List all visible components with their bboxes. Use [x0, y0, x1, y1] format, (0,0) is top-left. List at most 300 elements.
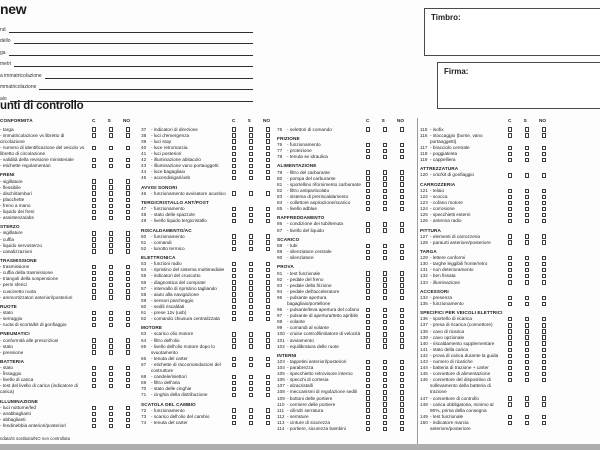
checkbox[interactable] — [400, 289, 404, 293]
checkbox[interactable] — [249, 298, 253, 302]
checkbox[interactable] — [249, 191, 253, 195]
checkbox[interactable] — [508, 262, 512, 266]
checkbox[interactable] — [126, 265, 130, 269]
checkbox[interactable] — [525, 234, 529, 238]
checkbox[interactable] — [92, 311, 96, 315]
checkbox[interactable] — [508, 296, 512, 300]
checkbox[interactable] — [383, 366, 387, 370]
checkbox[interactable] — [249, 262, 253, 266]
checkbox[interactable] — [508, 146, 512, 150]
checkbox[interactable] — [126, 338, 130, 342]
checkbox[interactable] — [126, 289, 130, 293]
checkbox[interactable] — [400, 344, 404, 348]
checkbox[interactable] — [542, 133, 546, 137]
checkbox[interactable] — [92, 249, 96, 253]
checkbox[interactable] — [92, 366, 96, 370]
checkbox[interactable] — [542, 201, 546, 205]
checkbox[interactable] — [109, 198, 113, 202]
checkbox[interactable] — [126, 424, 130, 428]
checkbox[interactable] — [126, 216, 130, 220]
checkbox[interactable] — [400, 244, 404, 248]
checkbox[interactable] — [266, 274, 270, 278]
checkbox[interactable] — [109, 366, 113, 370]
checkbox[interactable] — [383, 201, 387, 205]
checkbox[interactable] — [92, 372, 96, 376]
checkbox[interactable] — [400, 256, 404, 260]
checkbox[interactable] — [232, 191, 236, 195]
checkbox[interactable] — [232, 357, 236, 361]
checkbox[interactable] — [266, 268, 270, 272]
checkbox[interactable] — [383, 143, 387, 147]
checkbox[interactable] — [232, 127, 236, 131]
checkbox[interactable] — [400, 402, 404, 406]
checkbox[interactable] — [92, 185, 96, 189]
checkbox[interactable] — [400, 207, 404, 211]
checkbox[interactable] — [525, 296, 529, 300]
checkbox[interactable] — [92, 424, 96, 428]
checkbox[interactable] — [383, 283, 387, 287]
checkbox[interactable] — [383, 182, 387, 186]
checkbox[interactable] — [126, 198, 130, 202]
checkbox[interactable] — [366, 228, 370, 232]
checkbox[interactable] — [266, 146, 270, 150]
checkbox[interactable] — [525, 240, 529, 244]
checkbox[interactable] — [92, 418, 96, 422]
checkbox[interactable] — [366, 170, 370, 174]
checkbox[interactable] — [383, 427, 387, 431]
checkbox[interactable] — [525, 133, 529, 137]
checkbox[interactable] — [92, 271, 96, 275]
checkbox[interactable] — [92, 133, 96, 137]
checkbox[interactable] — [126, 249, 130, 253]
checkbox[interactable] — [400, 326, 404, 330]
checkbox[interactable] — [383, 289, 387, 293]
checkbox[interactable] — [400, 228, 404, 232]
checkbox[interactable] — [542, 268, 546, 272]
checkbox[interactable] — [366, 408, 370, 412]
checkbox[interactable] — [126, 317, 130, 321]
checkbox[interactable] — [525, 402, 529, 406]
checkbox[interactable] — [232, 381, 236, 385]
checkbox[interactable] — [525, 195, 529, 199]
checkbox[interactable] — [525, 421, 529, 425]
checkbox[interactable] — [383, 189, 387, 193]
checkbox[interactable] — [266, 234, 270, 238]
checkbox[interactable] — [266, 158, 270, 162]
checkbox[interactable] — [249, 286, 253, 290]
checkbox[interactable] — [542, 341, 546, 345]
checkbox[interactable] — [525, 372, 529, 376]
checkbox[interactable] — [109, 295, 113, 299]
checkbox[interactable] — [126, 384, 130, 388]
checkbox[interactable] — [266, 317, 270, 321]
checkbox[interactable] — [366, 250, 370, 254]
checkbox[interactable] — [525, 189, 529, 193]
checkbox[interactable] — [542, 158, 546, 162]
checkbox[interactable] — [366, 222, 370, 226]
checkbox[interactable] — [232, 415, 236, 419]
checkbox[interactable] — [109, 311, 113, 315]
checkbox[interactable] — [525, 396, 529, 400]
checkbox[interactable] — [109, 317, 113, 321]
checkbox[interactable] — [109, 418, 113, 422]
checkbox[interactable] — [400, 415, 404, 419]
checkbox[interactable] — [126, 210, 130, 214]
checkbox[interactable] — [508, 274, 512, 278]
checkbox[interactable] — [525, 341, 529, 345]
checkbox[interactable] — [508, 329, 512, 333]
checkbox[interactable] — [366, 320, 370, 324]
checkbox[interactable] — [525, 317, 529, 321]
checkbox[interactable] — [542, 219, 546, 223]
checkbox[interactable] — [383, 384, 387, 388]
checkbox[interactable] — [400, 195, 404, 199]
checkbox[interactable] — [366, 201, 370, 205]
checkbox[interactable] — [232, 207, 236, 211]
checkbox[interactable] — [232, 139, 236, 143]
checkbox[interactable] — [366, 244, 370, 248]
checkbox[interactable] — [383, 277, 387, 281]
fill-in-line[interactable] — [9, 53, 253, 56]
checkbox[interactable] — [400, 201, 404, 205]
checkbox[interactable] — [366, 338, 370, 342]
checkbox[interactable] — [232, 338, 236, 342]
checkbox[interactable] — [508, 158, 512, 162]
checkbox[interactable] — [525, 366, 529, 370]
checkbox[interactable] — [126, 311, 130, 315]
checkbox[interactable] — [249, 415, 253, 419]
checkbox[interactable] — [542, 317, 546, 321]
checkbox[interactable] — [508, 280, 512, 284]
checkbox[interactable] — [508, 133, 512, 137]
checkbox[interactable] — [542, 378, 546, 382]
checkbox[interactable] — [266, 176, 270, 180]
checkbox[interactable] — [232, 408, 236, 412]
checkbox[interactable] — [92, 350, 96, 354]
checkbox[interactable] — [366, 182, 370, 186]
checkbox[interactable] — [126, 191, 130, 195]
checkbox[interactable] — [542, 240, 546, 244]
checkbox[interactable] — [508, 189, 512, 193]
checkbox[interactable] — [400, 427, 404, 431]
checkbox[interactable] — [92, 289, 96, 293]
checkbox[interactable] — [109, 265, 113, 269]
checkbox[interactable] — [126, 231, 130, 235]
checkbox[interactable] — [542, 296, 546, 300]
checkbox[interactable] — [109, 323, 113, 327]
checkbox[interactable] — [366, 127, 370, 131]
checkbox[interactable] — [126, 243, 130, 247]
checkbox[interactable] — [383, 314, 387, 318]
checkbox[interactable] — [400, 421, 404, 425]
checkbox[interactable] — [542, 354, 546, 358]
checkbox[interactable] — [266, 240, 270, 244]
checkbox[interactable] — [508, 323, 512, 327]
checkbox[interactable] — [126, 283, 130, 287]
checkbox[interactable] — [400, 308, 404, 312]
checkbox[interactable] — [383, 320, 387, 324]
checkbox[interactable] — [400, 332, 404, 336]
checkbox[interactable] — [383, 207, 387, 211]
checkbox[interactable] — [542, 195, 546, 199]
checkbox[interactable] — [126, 366, 130, 370]
checkbox[interactable] — [266, 262, 270, 266]
checkbox[interactable] — [383, 170, 387, 174]
fill-in-line[interactable] — [14, 41, 253, 44]
checkbox[interactable] — [232, 268, 236, 272]
checkbox[interactable] — [109, 185, 113, 189]
checkbox[interactable] — [542, 402, 546, 406]
checkbox[interactable] — [366, 360, 370, 364]
checkbox[interactable] — [126, 204, 130, 208]
checkbox[interactable] — [126, 179, 130, 183]
checkbox[interactable] — [366, 366, 370, 370]
checkbox[interactable] — [266, 286, 270, 290]
checkbox[interactable] — [249, 152, 253, 156]
checkbox[interactable] — [232, 164, 236, 168]
checkbox[interactable] — [366, 402, 370, 406]
checkbox[interactable] — [525, 274, 529, 278]
checkbox[interactable] — [542, 213, 546, 217]
checkbox[interactable] — [92, 127, 96, 131]
checkbox[interactable] — [126, 295, 130, 299]
checkbox[interactable] — [126, 412, 130, 416]
checkbox[interactable] — [232, 280, 236, 284]
checkbox[interactable] — [266, 207, 270, 211]
checkbox[interactable] — [249, 170, 253, 174]
checkbox[interactable] — [542, 207, 546, 211]
checkbox[interactable] — [525, 256, 529, 260]
checkbox[interactable] — [366, 314, 370, 318]
checkbox[interactable] — [126, 133, 130, 137]
checkbox[interactable] — [126, 185, 130, 189]
checkbox[interactable] — [126, 418, 130, 422]
checkbox[interactable] — [400, 222, 404, 226]
checkbox[interactable] — [383, 360, 387, 364]
checkbox[interactable] — [266, 363, 270, 367]
fill-in-line[interactable] — [9, 30, 253, 33]
checkbox[interactable] — [249, 127, 253, 131]
checkbox[interactable] — [266, 292, 270, 296]
checkbox[interactable] — [525, 213, 529, 217]
checkbox[interactable] — [126, 237, 130, 241]
checkbox[interactable] — [508, 354, 512, 358]
checkbox[interactable] — [542, 302, 546, 306]
checkbox[interactable] — [383, 390, 387, 394]
checkbox[interactable] — [92, 277, 96, 281]
fill-in-line[interactable] — [45, 76, 253, 79]
checkbox[interactable] — [508, 240, 512, 244]
checkbox[interactable] — [400, 143, 404, 147]
checkbox[interactable] — [400, 360, 404, 364]
checkbox[interactable] — [232, 158, 236, 162]
checkbox[interactable] — [249, 393, 253, 397]
checkbox[interactable] — [109, 164, 113, 168]
checkbox[interactable] — [109, 231, 113, 235]
checkbox[interactable] — [525, 360, 529, 364]
checkbox[interactable] — [366, 271, 370, 275]
checkbox[interactable] — [508, 402, 512, 406]
checkbox[interactable] — [525, 415, 529, 419]
checkbox[interactable] — [92, 338, 96, 342]
checkbox[interactable] — [109, 283, 113, 287]
checkbox[interactable] — [92, 146, 96, 150]
checkbox[interactable] — [126, 277, 130, 281]
checkbox[interactable] — [249, 219, 253, 223]
checkbox[interactable] — [266, 387, 270, 391]
checkbox[interactable] — [508, 341, 512, 345]
checkbox[interactable] — [366, 195, 370, 199]
checkbox[interactable] — [109, 344, 113, 348]
checkbox[interactable] — [109, 271, 113, 275]
checkbox[interactable] — [232, 262, 236, 266]
checkbox[interactable] — [383, 344, 387, 348]
checkbox[interactable] — [508, 234, 512, 238]
checkbox[interactable] — [232, 298, 236, 302]
checkbox[interactable] — [383, 326, 387, 330]
checkbox[interactable] — [92, 412, 96, 416]
checkbox[interactable] — [366, 256, 370, 260]
checkbox[interactable] — [232, 247, 236, 251]
checkbox[interactable] — [249, 421, 253, 425]
checkbox[interactable] — [266, 152, 270, 156]
checkbox[interactable] — [249, 133, 253, 137]
checkbox[interactable] — [232, 213, 236, 217]
checkbox[interactable] — [400, 366, 404, 370]
checkbox[interactable] — [232, 317, 236, 321]
checkbox[interactable] — [542, 256, 546, 260]
checkbox[interactable] — [266, 311, 270, 315]
checkbox[interactable] — [126, 164, 130, 168]
checkbox[interactable] — [249, 338, 253, 342]
checkbox[interactable] — [508, 152, 512, 156]
checkbox[interactable] — [109, 191, 113, 195]
checkbox[interactable] — [525, 354, 529, 358]
checkbox[interactable] — [109, 338, 113, 342]
checkbox[interactable] — [266, 298, 270, 302]
checkbox[interactable] — [126, 127, 130, 131]
checkbox[interactable] — [525, 201, 529, 205]
checkbox[interactable] — [249, 305, 253, 309]
checkbox[interactable] — [383, 250, 387, 254]
checkbox[interactable] — [266, 247, 270, 251]
checkbox[interactable] — [383, 308, 387, 312]
checkbox[interactable] — [525, 280, 529, 284]
checkbox[interactable] — [400, 320, 404, 324]
checkbox[interactable] — [508, 173, 512, 177]
checkbox[interactable] — [508, 302, 512, 306]
checkbox[interactable] — [525, 173, 529, 177]
checkbox[interactable] — [366, 384, 370, 388]
checkbox[interactable] — [542, 323, 546, 327]
checkbox[interactable] — [508, 421, 512, 425]
checkbox[interactable] — [109, 237, 113, 241]
checkbox[interactable] — [92, 216, 96, 220]
checkbox[interactable] — [92, 237, 96, 241]
checkbox[interactable] — [366, 427, 370, 431]
checkbox[interactable] — [400, 149, 404, 153]
checkbox[interactable] — [508, 201, 512, 205]
checkbox[interactable] — [266, 127, 270, 131]
checkbox[interactable] — [232, 170, 236, 174]
checkbox[interactable] — [126, 158, 130, 162]
checkbox[interactable] — [508, 415, 512, 419]
checkbox[interactable] — [366, 332, 370, 336]
checkbox[interactable] — [383, 228, 387, 232]
checkbox[interactable] — [525, 268, 529, 272]
checkbox[interactable] — [383, 244, 387, 248]
checkbox[interactable] — [400, 314, 404, 318]
checkbox[interactable] — [383, 338, 387, 342]
checkbox[interactable] — [525, 323, 529, 327]
checkbox[interactable] — [249, 387, 253, 391]
checkbox[interactable] — [249, 381, 253, 385]
checkbox[interactable] — [266, 408, 270, 412]
checkbox[interactable] — [109, 249, 113, 253]
checkbox[interactable] — [249, 234, 253, 238]
checkbox[interactable] — [249, 408, 253, 412]
checkbox[interactable] — [232, 393, 236, 397]
checkbox[interactable] — [92, 204, 96, 208]
checkbox[interactable] — [266, 164, 270, 168]
checkbox[interactable] — [400, 390, 404, 394]
checkbox[interactable] — [366, 149, 370, 153]
checkbox[interactable] — [249, 274, 253, 278]
checkbox[interactable] — [249, 363, 253, 367]
fill-in-line[interactable] — [39, 87, 253, 90]
checkbox[interactable] — [266, 375, 270, 379]
checkbox[interactable] — [508, 213, 512, 217]
checkbox[interactable] — [400, 127, 404, 131]
checkbox[interactable] — [266, 381, 270, 385]
checkbox[interactable] — [542, 262, 546, 266]
checkbox[interactable] — [508, 268, 512, 272]
checkbox[interactable] — [383, 176, 387, 180]
checkbox[interactable] — [266, 357, 270, 361]
checkbox[interactable] — [249, 280, 253, 284]
checkbox[interactable] — [109, 146, 113, 150]
checkbox[interactable] — [109, 243, 113, 247]
checkbox[interactable] — [383, 222, 387, 226]
checkbox[interactable] — [400, 182, 404, 186]
checkbox[interactable] — [266, 338, 270, 342]
checkbox[interactable] — [109, 406, 113, 410]
checkbox[interactable] — [109, 378, 113, 382]
checkbox[interactable] — [126, 323, 130, 327]
checkbox[interactable] — [232, 305, 236, 309]
checkbox[interactable] — [232, 311, 236, 315]
checkbox[interactable] — [366, 296, 370, 300]
checkbox[interactable] — [366, 277, 370, 281]
checkbox[interactable] — [400, 271, 404, 275]
checkbox[interactable] — [400, 338, 404, 342]
checkbox[interactable] — [92, 243, 96, 247]
checkbox[interactable] — [542, 415, 546, 419]
checkbox[interactable] — [508, 317, 512, 321]
checkbox[interactable] — [249, 213, 253, 217]
checkbox[interactable] — [109, 277, 113, 281]
checkbox[interactable] — [92, 179, 96, 183]
checkbox[interactable] — [383, 402, 387, 406]
checkbox[interactable] — [92, 198, 96, 202]
checkbox[interactable] — [525, 207, 529, 211]
checkbox[interactable] — [542, 360, 546, 364]
checkbox[interactable] — [92, 317, 96, 321]
checkbox[interactable] — [400, 250, 404, 254]
checkbox[interactable] — [266, 421, 270, 425]
checkbox[interactable] — [249, 292, 253, 296]
checkbox[interactable] — [109, 204, 113, 208]
